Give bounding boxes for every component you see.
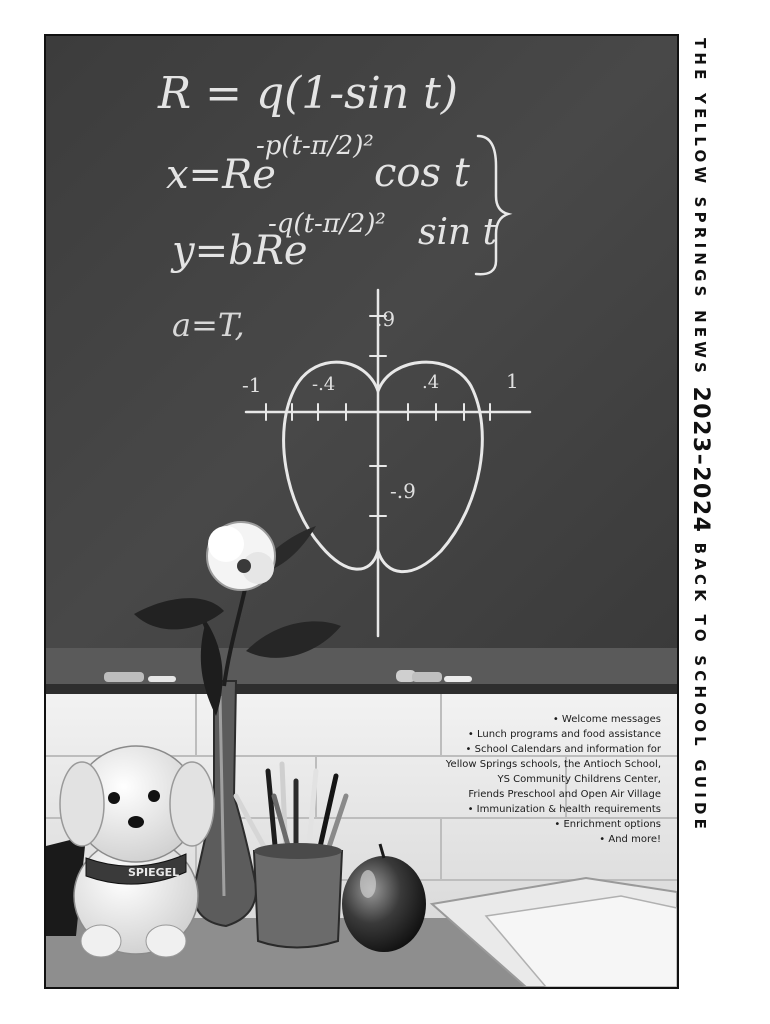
guide-title: BACK TO SCHOOL GUIDE <box>691 542 709 834</box>
spine-text <box>688 38 712 833</box>
list-item: • Enrichment options <box>554 819 661 830</box>
equation-y-exponent: -q(t-π/2)² <box>268 209 386 239</box>
list-item: • Lunch programs and food assistance <box>467 729 661 740</box>
list-item: • And more! <box>599 834 661 845</box>
equation-x-exponent: -p(t-π/2)² <box>256 131 374 161</box>
tick-label-left-inner: -.4 <box>312 374 336 395</box>
school-year: 2023–2024 <box>688 386 713 543</box>
equation-x-tail: cos t <box>374 150 470 196</box>
chalkboard <box>46 36 677 661</box>
tick-label-right-inner: .4 <box>422 372 440 393</box>
tick-label-right: 1 <box>506 369 519 393</box>
equation-y: y=bRe <box>172 228 308 274</box>
spine-title <box>684 38 716 988</box>
collar-text: SPIEGEL <box>128 866 180 879</box>
equation-x: x=Re <box>166 152 276 198</box>
equation-r: R = q(1-sin t) <box>158 68 458 119</box>
tick-label-left: -1 <box>242 373 262 397</box>
cover-photo <box>44 34 679 989</box>
publication-name: THE YELLOW SPRINGS NEWS <box>691 38 709 387</box>
equation-y-tail: sin t <box>418 212 498 253</box>
tick-label-bottom: -.9 <box>390 479 416 503</box>
contents-list <box>401 712 661 847</box>
equation-a: a=T, <box>172 306 245 344</box>
list-item: • Immunization & health requirements <box>467 804 661 815</box>
list-item: • Welcome messages <box>552 714 661 725</box>
tick-label-top: .9 <box>376 307 396 331</box>
list-item: • School Calendars and information for Yellow Springs schools, the Antioch School, YS Community Childrens Center, Friends Preschool and Open Air Village <box>445 744 661 800</box>
